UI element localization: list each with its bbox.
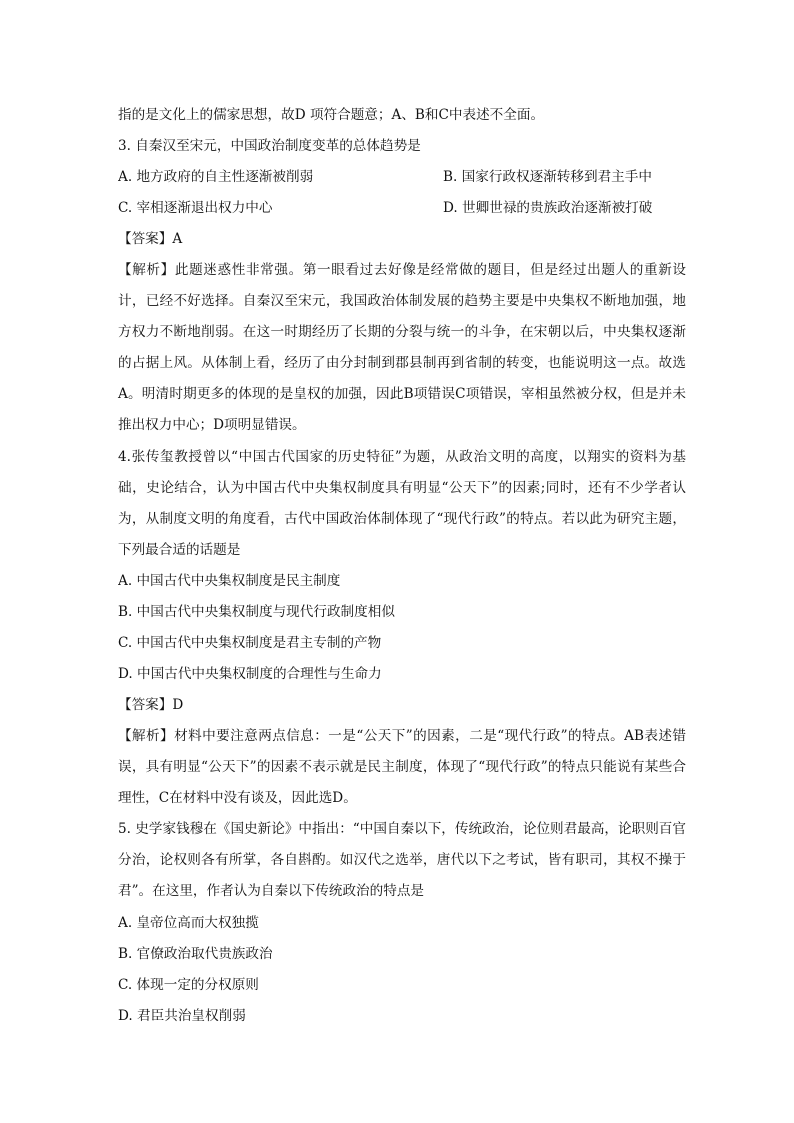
- answer-line: [118, 224, 686, 255]
- analysis-text: 材料中要注意两点信息：一是“公天下”的因素，二是“现代行政”的特点。AB表述错误，具有明显“公天下”的因素不表示就是民主制度，体现了“现代行政”的特点只能说有某些合理性，C在材料中没有谈及，因此选D。: [118, 727, 686, 807]
- analysis-paragraph: [118, 721, 686, 814]
- option-c: C. 中国古代中央集权制度是君主专制的产物: [118, 634, 382, 651]
- option-d: D. 世卿世禄的贵族政治逐渐被打破: [443, 200, 653, 216]
- option-b: B. 国家行政权逐渐转移到君主手中: [443, 169, 652, 185]
- option-d: D. 中国古代中央集权制度的合理性与生命力: [118, 665, 382, 682]
- option-a: A. 皇帝位高而大权独揽: [118, 914, 259, 931]
- analysis-tag: 【解析】: [118, 727, 175, 744]
- option-c: C. 宰相逐渐退出权力中心: [118, 200, 273, 216]
- question-5: [118, 814, 686, 1031]
- option-a: A. 地方政府的自主性逐渐被削弱: [118, 169, 314, 185]
- question-3: [118, 131, 686, 442]
- option-b: B. 官僚政治取代贵族政治: [118, 945, 273, 962]
- analysis-paragraph: [118, 255, 686, 442]
- analysis-tag: 【解析】: [118, 262, 175, 278]
- question-stem: 5. 史学家钱穆在《国史新论》中指出：“中国自秦以下，传统政治，论位则君最高，论职则百官分治，论权则各有所掌，各自斟酌。如汉代之选举，唐代以下之考试，皆有职司，其权不操于君”。在这里，作者认为自秦以下传统政治的特点是: [118, 821, 686, 900]
- question-stem: 4.张传玺教授曾以“中国古代国家的历史特征”为题，从政治文明的高度，以翔实的资料为基础，史论结合，认为中国古代中央集权制度具有明显“公天下”的因素;同时，还有不少学者认为，从制度文明的角度看，古代中国政治体制体现了“现代行政”的特点。若以此为研究主题，下列最合适的话题是: [118, 448, 686, 558]
- question-4: [118, 442, 686, 815]
- option-a: A. 中国古代中央集权制度是民主制度: [118, 572, 341, 589]
- answer-value: A: [172, 231, 183, 247]
- option-row: [118, 193, 686, 224]
- answer-line: [118, 690, 686, 721]
- option-c: C. 体现一定的分权原则: [118, 976, 259, 993]
- option-row: [118, 162, 686, 193]
- option-b: B. 中国古代中央集权制度与现代行政制度相似: [118, 603, 395, 620]
- option-d: D. 君臣共治皇权削弱: [118, 1007, 246, 1024]
- answer-tag: 【答案】: [118, 696, 173, 713]
- question-stem: 3. 自秦汉至宋元，中国政治制度变革的总体趋势是: [118, 138, 421, 154]
- continuation-text: 指的是文化上的儒家思想，故D 项符合题意；A、B和C中表述不全面。: [118, 107, 545, 123]
- answer-tag: 【答案】: [118, 231, 173, 247]
- answer-value: D: [172, 696, 184, 713]
- analysis-text: 此题迷惑性非常强。第一眼看过去好像是经常做的题目，但是经过出题人的重新设计，已经不好选择。自秦汉至宋元，我国政治体制发展的趋势主要是中央集权不断地加强，地方权力不断地削弱。在这一时期经历了长期的分裂与统一的斗争，在宋朝以后，中央集权逐渐的占据上风。从体制上看，经历了由分封制到郡县制再到省制的转变，也能说明这一点。故选A。明清时期更多的体现的是皇权的加强，因此B项错误C项错误，宰相虽然被分权，但是并未推出权力中心；D项明显错误。: [118, 262, 687, 434]
